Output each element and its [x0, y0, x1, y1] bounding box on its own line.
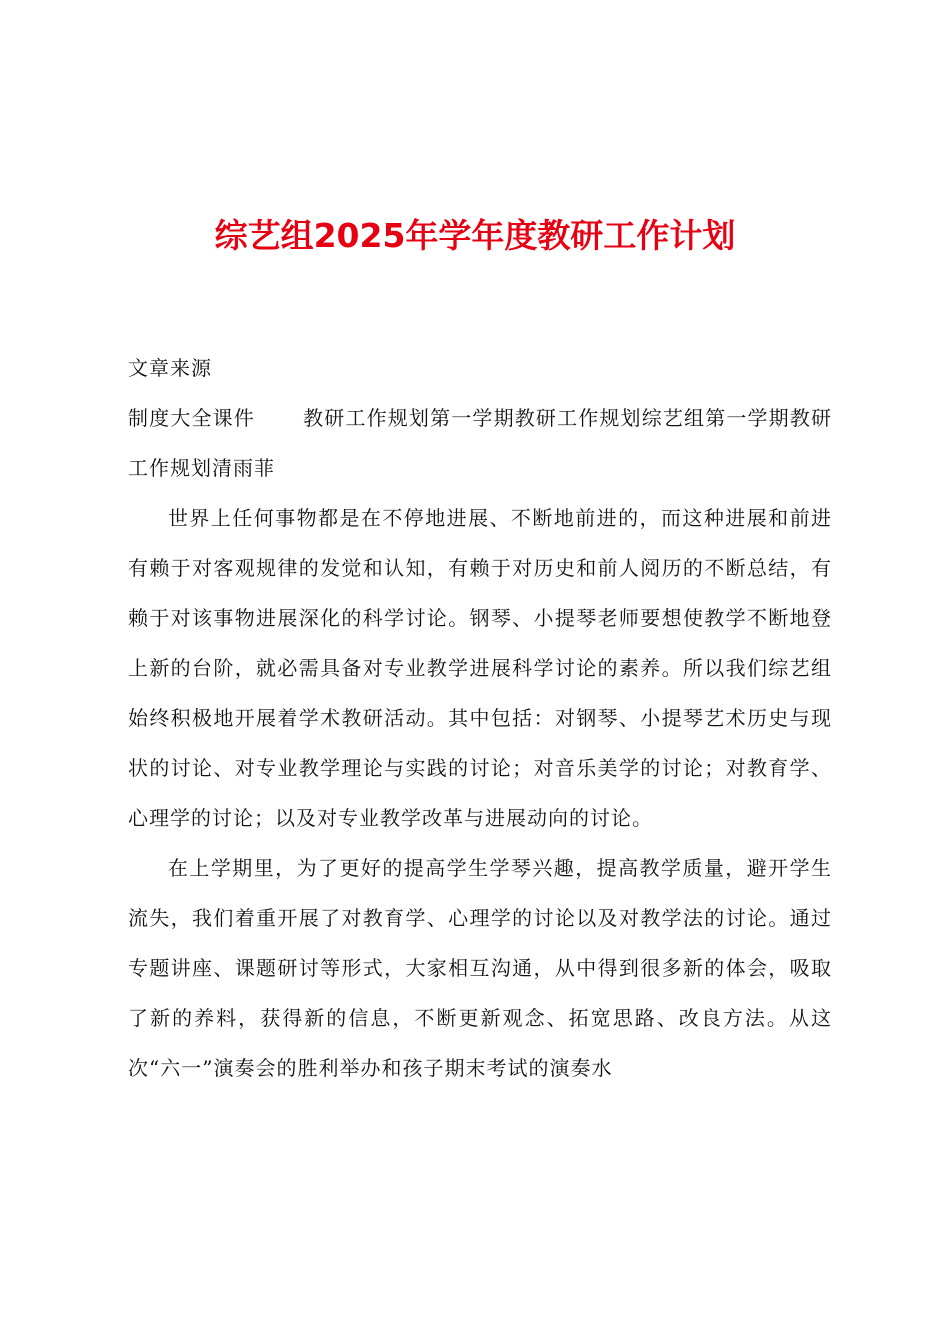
document-body [128, 343, 832, 1093]
paragraph-2: 在上学期里，为了更好的提高学生学琴兴趣，提高教学质量，避开学生流失，我们着重开展了对教育学、心理学的讨论以及对教学法的讨论。通过专题讲座、课题研讨等形式，大家相互沟通，从中得到很多新的体会，吸取了新的养料，获得新的信息，不断更新观念、拓宽思路、改良方法。从这次“六一”演奏会的胜利举办和孩子期末考试的演奏水 [128, 856, 832, 1080]
source-label: 文章来源 [128, 356, 212, 380]
paragraph-1: 世界上任何事物都是在不停地进展、不断地前进的，而这种进展和前进有赖于对客观规律的发觉和认知，有赖于对历史和前人阅历的不断总结，有赖于对该事物进展深化的科学讨论。钢琴、小提琴老师要想使教学不断地登上新的台阶，就必需具备对专业教学进展科学讨论的素养。所以我们综艺组始终积极地开展着学术教研活动。其中包括：对钢琴、小提琴艺术历史与现状的讨论、对专业教学理论与实践的讨论；对音乐美学的讨论；对教育学、心理学的讨论；以及对专业教学改革与进展动向的讨论。 [128, 506, 832, 830]
document-title: 综艺组2025年学年度教研工作计划 [214, 216, 736, 255]
source-line [128, 393, 832, 493]
source-line-b: 教研工作规划第一学期教研工作规划综艺组第一学期教研工作规划清雨菲 [128, 406, 833, 480]
source-line-a: 制度大全课件 [128, 406, 255, 430]
